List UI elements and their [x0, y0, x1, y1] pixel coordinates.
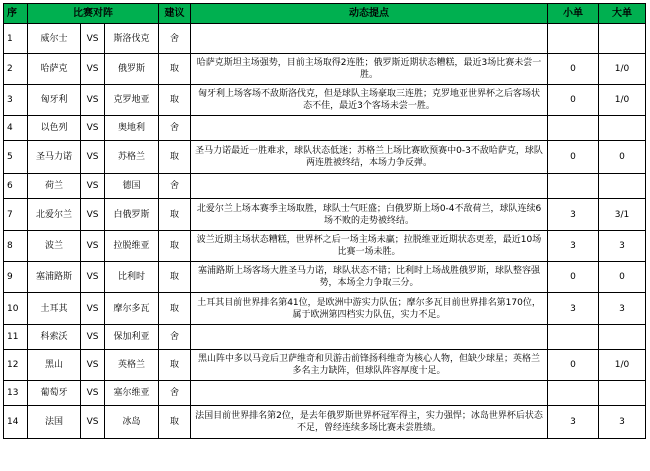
dynamics-cell — [191, 325, 548, 350]
small-bet-cell: 3 — [548, 406, 599, 439]
small-bet-cell: 0 — [548, 54, 599, 85]
home-team: 塞浦路斯 — [28, 262, 81, 293]
big-bet-cell — [599, 381, 646, 406]
table-row — [4, 231, 646, 262]
big-bet-cell: 1/0 — [599, 85, 646, 116]
suggestion-cell: 取 — [159, 199, 191, 231]
big-bet-cell: 3 — [599, 406, 646, 439]
away-team: 拉脱维亚 — [105, 231, 159, 262]
big-bet-cell: 3 — [599, 293, 646, 325]
away-team: 摩尔多瓦 — [105, 293, 159, 325]
row-number: 12 — [4, 350, 28, 381]
home-team: 黑山 — [28, 350, 81, 381]
header-dynamics: 动态提点 — [191, 4, 548, 24]
dynamics-cell: 塞浦路斯上场客场大胜圣马力诺，球队状态不错；比利时上场战胜俄罗斯，球队整容强势，本场全力争取三分。 — [191, 262, 548, 293]
table-row — [4, 350, 646, 381]
small-bet-cell: 0 — [548, 262, 599, 293]
dynamics-cell: 黑山阵中多以马竞后卫萨维奇和贝游击前锋扬科维奇为核心人物，但缺少球星；英格兰多名主力缺阵，但球队阵容厚度十足。 — [191, 350, 548, 381]
row-number: 10 — [4, 293, 28, 325]
dynamics-cell: 北爱尔兰上场本赛季主场取胜，球队士气旺盛；白俄罗斯上场0-4不敌荷兰，球队连续6场不败的走势被终结。 — [191, 199, 548, 231]
header-no: 序 — [4, 4, 28, 24]
vs-label: VS — [81, 116, 105, 141]
vs-label: VS — [81, 381, 105, 406]
small-bet-cell — [548, 325, 599, 350]
home-team: 荷兰 — [28, 174, 81, 199]
home-team: 葡萄牙 — [28, 381, 81, 406]
suggestion-cell: 舍 — [159, 325, 191, 350]
row-number: 6 — [4, 174, 28, 199]
away-team: 保加利亚 — [105, 325, 159, 350]
header-big: 大单 — [599, 4, 646, 24]
big-bet-cell: 3 — [599, 231, 646, 262]
big-bet-cell — [599, 174, 646, 199]
home-team: 以色列 — [28, 116, 81, 141]
away-team: 苏格兰 — [105, 141, 159, 174]
row-number: 9 — [4, 262, 28, 293]
dynamics-cell: 哈萨克斯坦主场强势，目前主场取得2连胜；俄罗斯近期状态糟糕，最近3场比赛未尝一胜。 — [191, 54, 548, 85]
vs-label: VS — [81, 85, 105, 116]
table-row — [4, 325, 646, 350]
suggestion-cell: 取 — [159, 54, 191, 85]
header-matchup: 比赛对阵 — [28, 4, 159, 24]
suggestion-cell: 取 — [159, 262, 191, 293]
vs-label: VS — [81, 231, 105, 262]
table-row — [4, 381, 646, 406]
table-row — [4, 406, 646, 439]
dynamics-cell: 匈牙利上场客场不敌斯洛伐克，但是球队主场豪取三连胜；克罗地亚世界杯之后客场状态不佳，最近3个客场未尝一胜。 — [191, 85, 548, 116]
home-team: 法国 — [28, 406, 81, 439]
table-row — [4, 293, 646, 325]
vs-label: VS — [81, 199, 105, 231]
table-row — [4, 116, 646, 141]
row-number: 1 — [4, 24, 28, 54]
home-team: 圣马力诺 — [28, 141, 81, 174]
suggestion-cell: 舍 — [159, 381, 191, 406]
vs-label: VS — [81, 24, 105, 54]
row-number: 5 — [4, 141, 28, 174]
big-bet-cell — [599, 325, 646, 350]
away-team: 奥地利 — [105, 116, 159, 141]
away-team: 斯洛伐克 — [105, 24, 159, 54]
table-row — [4, 174, 646, 199]
dynamics-cell — [191, 381, 548, 406]
suggestion-cell: 取 — [159, 141, 191, 174]
suggestion-cell: 取 — [159, 406, 191, 439]
vs-label: VS — [81, 262, 105, 293]
suggestion-cell: 舍 — [159, 174, 191, 199]
away-team: 塞尔维亚 — [105, 381, 159, 406]
row-number: 2 — [4, 54, 28, 85]
table-row — [4, 85, 646, 116]
table-row — [4, 199, 646, 231]
small-bet-cell — [548, 381, 599, 406]
suggestion-cell: 舍 — [159, 116, 191, 141]
dynamics-cell: 圣马力诺最近一胜难求，球队状态低迷；苏格兰上场比赛欧预赛中0-3不敌哈萨克，球队两连胜被终结，本场力争反弹。 — [191, 141, 548, 174]
suggestion-cell: 取 — [159, 85, 191, 116]
vs-label: VS — [81, 325, 105, 350]
header-row — [4, 4, 646, 24]
home-team: 土耳其 — [28, 293, 81, 325]
away-team: 冰岛 — [105, 406, 159, 439]
home-team: 北爱尔兰 — [28, 199, 81, 231]
suggestion-cell: 舍 — [159, 24, 191, 54]
away-team: 英格兰 — [105, 350, 159, 381]
vs-label: VS — [81, 350, 105, 381]
away-team: 俄罗斯 — [105, 54, 159, 85]
table-row — [4, 54, 646, 85]
header-small: 小单 — [548, 4, 599, 24]
small-bet-cell: 3 — [548, 231, 599, 262]
table-row — [4, 24, 646, 54]
row-number: 13 — [4, 381, 28, 406]
big-bet-cell: 0 — [599, 262, 646, 293]
betting-table — [3, 3, 646, 439]
row-number: 8 — [4, 231, 28, 262]
row-number: 4 — [4, 116, 28, 141]
away-team: 白俄罗斯 — [105, 199, 159, 231]
home-team: 哈萨克 — [28, 54, 81, 85]
dynamics-cell: 土耳其目前世界排名第41位，是欧洲中游实力队伍；摩尔多瓦目前世界排名第170位，属于欧洲第四档实力队伍，实力不足。 — [191, 293, 548, 325]
dynamics-cell: 波兰近期主场状态糟糕，世界杯之后一场主场未赢；拉脱维亚近期状态更差，最近10场比赛一场未胜。 — [191, 231, 548, 262]
row-number: 14 — [4, 406, 28, 439]
small-bet-cell: 0 — [548, 350, 599, 381]
away-team: 德国 — [105, 174, 159, 199]
big-bet-cell: 1/0 — [599, 350, 646, 381]
dynamics-cell — [191, 24, 548, 54]
away-team: 比利时 — [105, 262, 159, 293]
vs-label: VS — [81, 406, 105, 439]
small-bet-cell — [548, 24, 599, 54]
big-bet-cell: 0 — [599, 141, 646, 174]
dynamics-cell — [191, 174, 548, 199]
vs-label: VS — [81, 174, 105, 199]
table-row — [4, 262, 646, 293]
home-team: 波兰 — [28, 231, 81, 262]
suggestion-cell: 取 — [159, 231, 191, 262]
dynamics-cell: 法国目前世界排名第2位，是去年俄罗斯世界杯冠军得主，实力强悍；冰岛世界杯后状态不足，曾经连续多场比赛未尝胜绩。 — [191, 406, 548, 439]
home-team: 威尔士 — [28, 24, 81, 54]
small-bet-cell — [548, 174, 599, 199]
big-bet-cell — [599, 116, 646, 141]
big-bet-cell — [599, 24, 646, 54]
row-number: 3 — [4, 85, 28, 116]
home-team: 匈牙利 — [28, 85, 81, 116]
dynamics-cell — [191, 116, 548, 141]
away-team: 克罗地亚 — [105, 85, 159, 116]
home-team: 科索沃 — [28, 325, 81, 350]
small-bet-cell: 3 — [548, 199, 599, 231]
small-bet-cell — [548, 116, 599, 141]
suggestion-cell: 取 — [159, 350, 191, 381]
vs-label: VS — [81, 141, 105, 174]
vs-label: VS — [81, 293, 105, 325]
suggestion-cell: 取 — [159, 293, 191, 325]
small-bet-cell: 3 — [548, 293, 599, 325]
table-row — [4, 141, 646, 174]
row-number: 7 — [4, 199, 28, 231]
row-number: 11 — [4, 325, 28, 350]
small-bet-cell: 0 — [548, 85, 599, 116]
big-bet-cell: 1/0 — [599, 54, 646, 85]
big-bet-cell: 3/1 — [599, 199, 646, 231]
header-suggestion: 建议 — [159, 4, 191, 24]
vs-label: VS — [81, 54, 105, 85]
small-bet-cell: 0 — [548, 141, 599, 174]
